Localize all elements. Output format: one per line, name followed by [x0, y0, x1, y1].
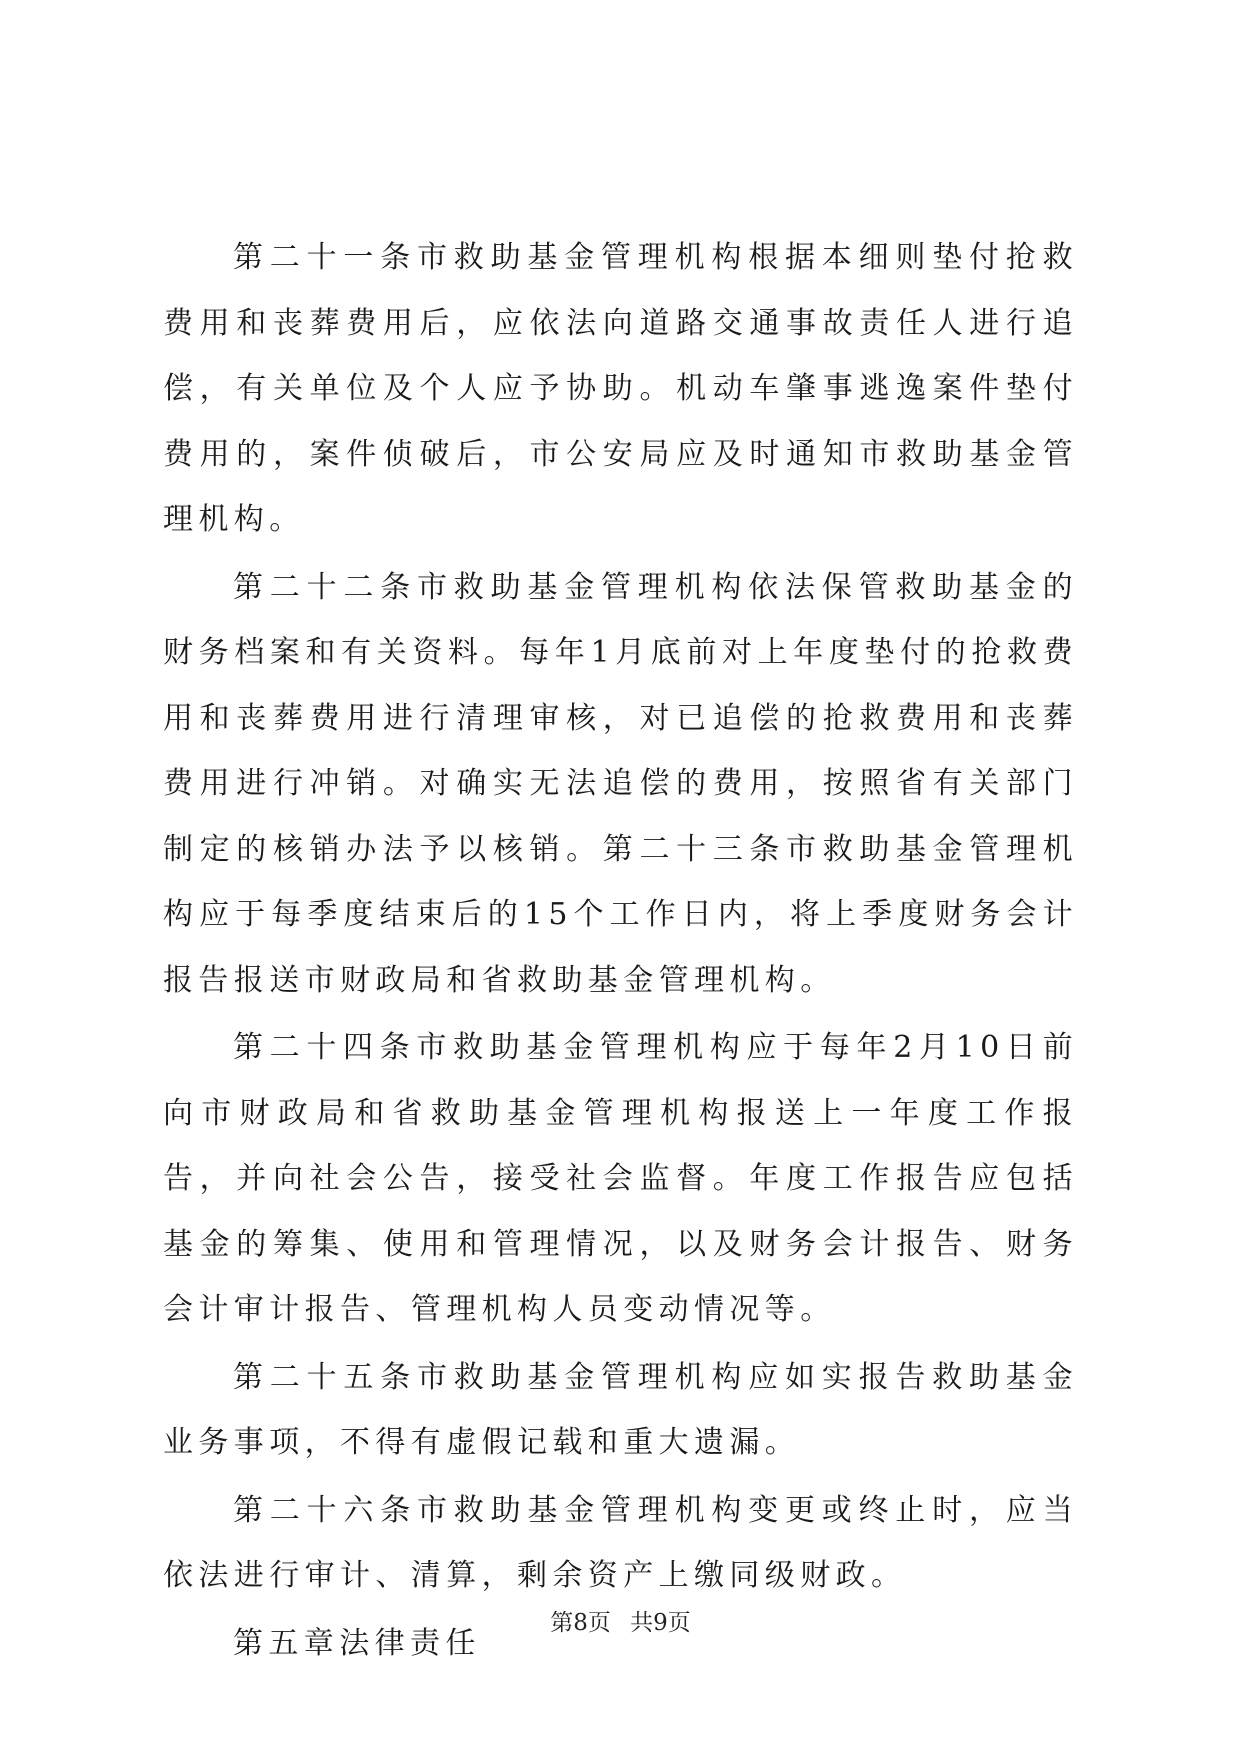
paragraph-article-25: 第二十五条市救助基金管理机构应如实报告救助基金业务事项，不得有虚假记载和重大遗漏。 — [163, 1359, 1078, 1460]
paragraph-article-24: 第二十四条市救助基金管理机构应于每年2月10日前向市财政局和省救助基金管理机构报送上一年度工作报告，并向社会公告，接受社会监督。年度工作报告应包括基金的筹集、使用和管理情况，以及财务会计报告、财务会计审计报告、管理机构人员变动情况等。 — [163, 1030, 1078, 1327]
page-footer — [0, 1608, 1241, 1638]
page-total: 共9页 — [630, 1610, 691, 1636]
paragraph-article-21: 第二十一条市救助基金管理机构根据本细则垫付抢救费用和丧葬费用后，应依法向道路交通事故责任人进行追偿，有关单位及个人应予协助。机动车肇事逃逸案件垫付费用的，案件侦破后，市公安局应及时通知市救助基金管理机构。 — [163, 240, 1078, 537]
paragraph-article-22-23: 第二十二条市救助基金管理机构依法保管救助基金的财务档案和有关资料。每年1月底前对上年度垫付的抢救费用和丧葬费用进行清理审核，对已追偿的抢救费用和丧葬费用进行冲销。对确实无法追偿的费用，按照省有关部门制定的核销办法予以核销。第二十三条市救助基金管理机构应于每季度结束后的15个工作日内，将上季度财务会计报告报送市财政局和省救助基金管理机构。 — [163, 569, 1078, 998]
chapter-heading: 第五章法律责任 — [233, 1625, 481, 1661]
page-number: 第8页 — [550, 1610, 611, 1636]
paragraph-article-26: 第二十六条市救助基金管理机构变更或终止时，应当依法进行审计、清算，剩余资产上缴同级财政。 — [163, 1492, 1078, 1593]
document-body — [163, 225, 1078, 1678]
